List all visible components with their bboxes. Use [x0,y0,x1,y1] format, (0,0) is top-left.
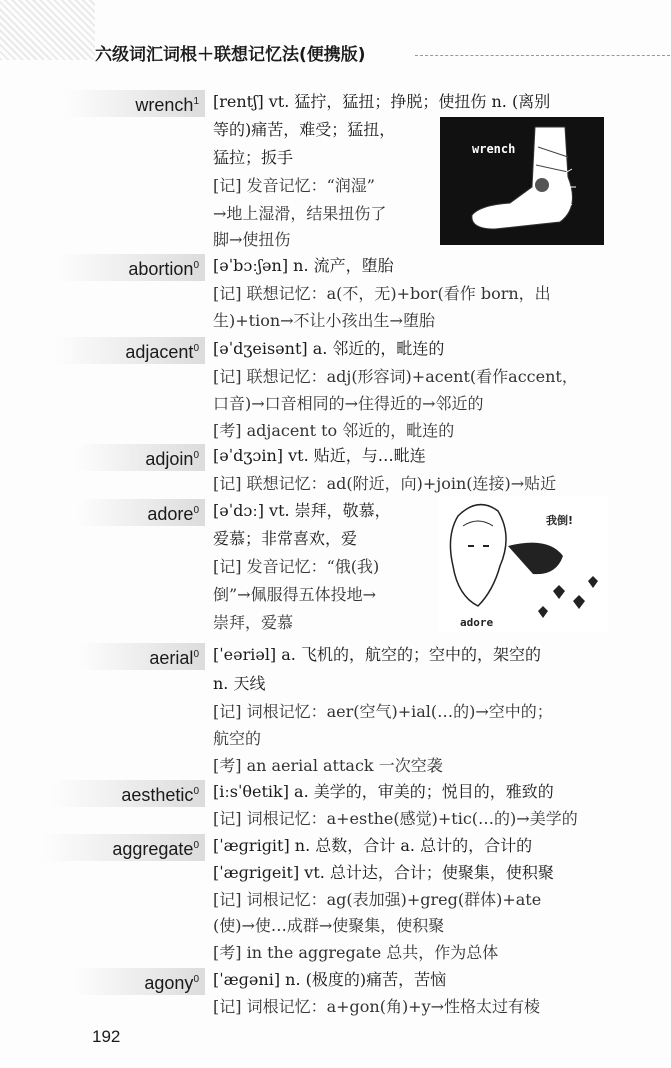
entry-line: [记] 词根记忆：a+gon(角)+y→性格太过有棱 [213,997,541,1016]
entry-line: [əˈdʒɔin] vt. 贴近，与…毗连 [213,446,426,465]
entry-line: [əˈbɔːʃən] n. 流产，堕胎 [213,256,394,275]
entry-word-adore: adore$^0$ [77,499,205,526]
entry-line: n. 天线 [213,674,266,693]
entry-line: 航空的 [213,729,262,748]
entry-word-agony: agony$^0$ [74,968,205,995]
entry-word-adjacent: adjacent$^0$ [55,337,205,364]
entry-line: [考] in the aggregate 总共，作为总体 [213,943,499,962]
adore-illustration [438,496,608,632]
entry-line: [考] an aerial attack 一次空袭 [213,756,443,775]
entry-line: [记] 联想记忆：adj(形容词)+acent(看作accent， [213,367,578,386]
entry-line: [记] 联想记忆：ad(附近，向)+join(连接)→贴近 [213,474,557,493]
entry-line: 爱慕；非常喜欢，爱 [213,529,358,548]
entry-line: [记] 联想记忆：a(不，无)+bor(看作 born，出 [213,284,551,303]
entry-word-aerial: aerial$^0$ [79,643,205,670]
entry-line: [rentʃ] vt. 猛拧，猛扭；挣脱；使扭伤 n. (离别 [213,92,551,111]
entry-word-adjoin: adjoin$^0$ [75,444,205,471]
entry-line: 等的)痛苦，难受；猛扭， [213,120,396,139]
entry-line: 脚→使扭伤 [213,230,291,249]
wrench-illustration [440,117,604,245]
entry-word-aesthetic: aesthetic$^0$ [51,780,205,807]
entry-line: 口音)→口音相同的→住得近的→邻近的 [213,394,484,413]
entry-line: [əˈdɔː] vt. 崇拜，敬慕， [213,501,391,520]
entry-line: [记] 词根记忆：ag(表加强)+greg(群体)+ate [213,890,542,909]
entry-line: [ˈæɡriɡeit] vt. 总计达，合计；使聚集，使积聚 [213,863,554,882]
entry-line: [ˈæɡriɡit] n. 总数，合计 a. 总计的，合计的 [213,836,533,855]
entry-word-abortion: abortion$^0$ [58,254,205,281]
entry-line: (使)→使…成群→使聚集，使积聚 [213,916,445,935]
entry-line: [记] 词根记忆：aer(空气)+ial(…的)→空中的； [213,702,553,721]
entry-line: [记] 词根记忆：a+esthe(感觉)+tic(…的)→美学的 [213,809,578,828]
entry-line: 猛拉；扳手 [213,148,294,167]
entry-word-aggregate: aggregate$^0$ [42,834,205,861]
wrench-illustration-label: wrench [472,142,516,156]
entry-word-wrench: wrench$^1$ [65,90,205,117]
entry-line: 倒”→佩服得五体投地→ [213,585,376,604]
entry-line: [ˈeəriəl] a. 飞机的，航空的；空中的，架空的 [213,645,541,664]
page-number: 192 [92,1027,121,1046]
entry-line: [iːsˈθetik] a. 美学的，审美的；悦目的，雅致的 [213,782,554,801]
entry-line: [记] 发音记忆：“润湿” [213,176,375,195]
entry-line: →地上湿滑，结果扭伤了 [213,204,387,223]
adore-illustration-caption: 我倒! [546,514,574,527]
entry-line: 崇拜，爱慕 [213,613,294,632]
entry-line: [记] 发音记忆：“俄(我) [213,557,380,576]
adore-illustration-label: adore [460,616,494,629]
header-divider [415,55,670,56]
page-header: 六级词汇词根＋联想记忆法(便携版) [95,45,366,65]
entry-line: [考] adjacent to 邻近的，毗连的 [213,421,455,440]
entry-line: [əˈdʒeisənt] a. 邻近的，毗连的 [213,339,445,358]
entry-line: 生)+tion→不让小孩出生→堕胎 [213,311,435,330]
corner-decoration [0,0,95,60]
entry-line: [ˈæɡəni] n. (极度的)痛苦，苦恼 [213,970,447,989]
